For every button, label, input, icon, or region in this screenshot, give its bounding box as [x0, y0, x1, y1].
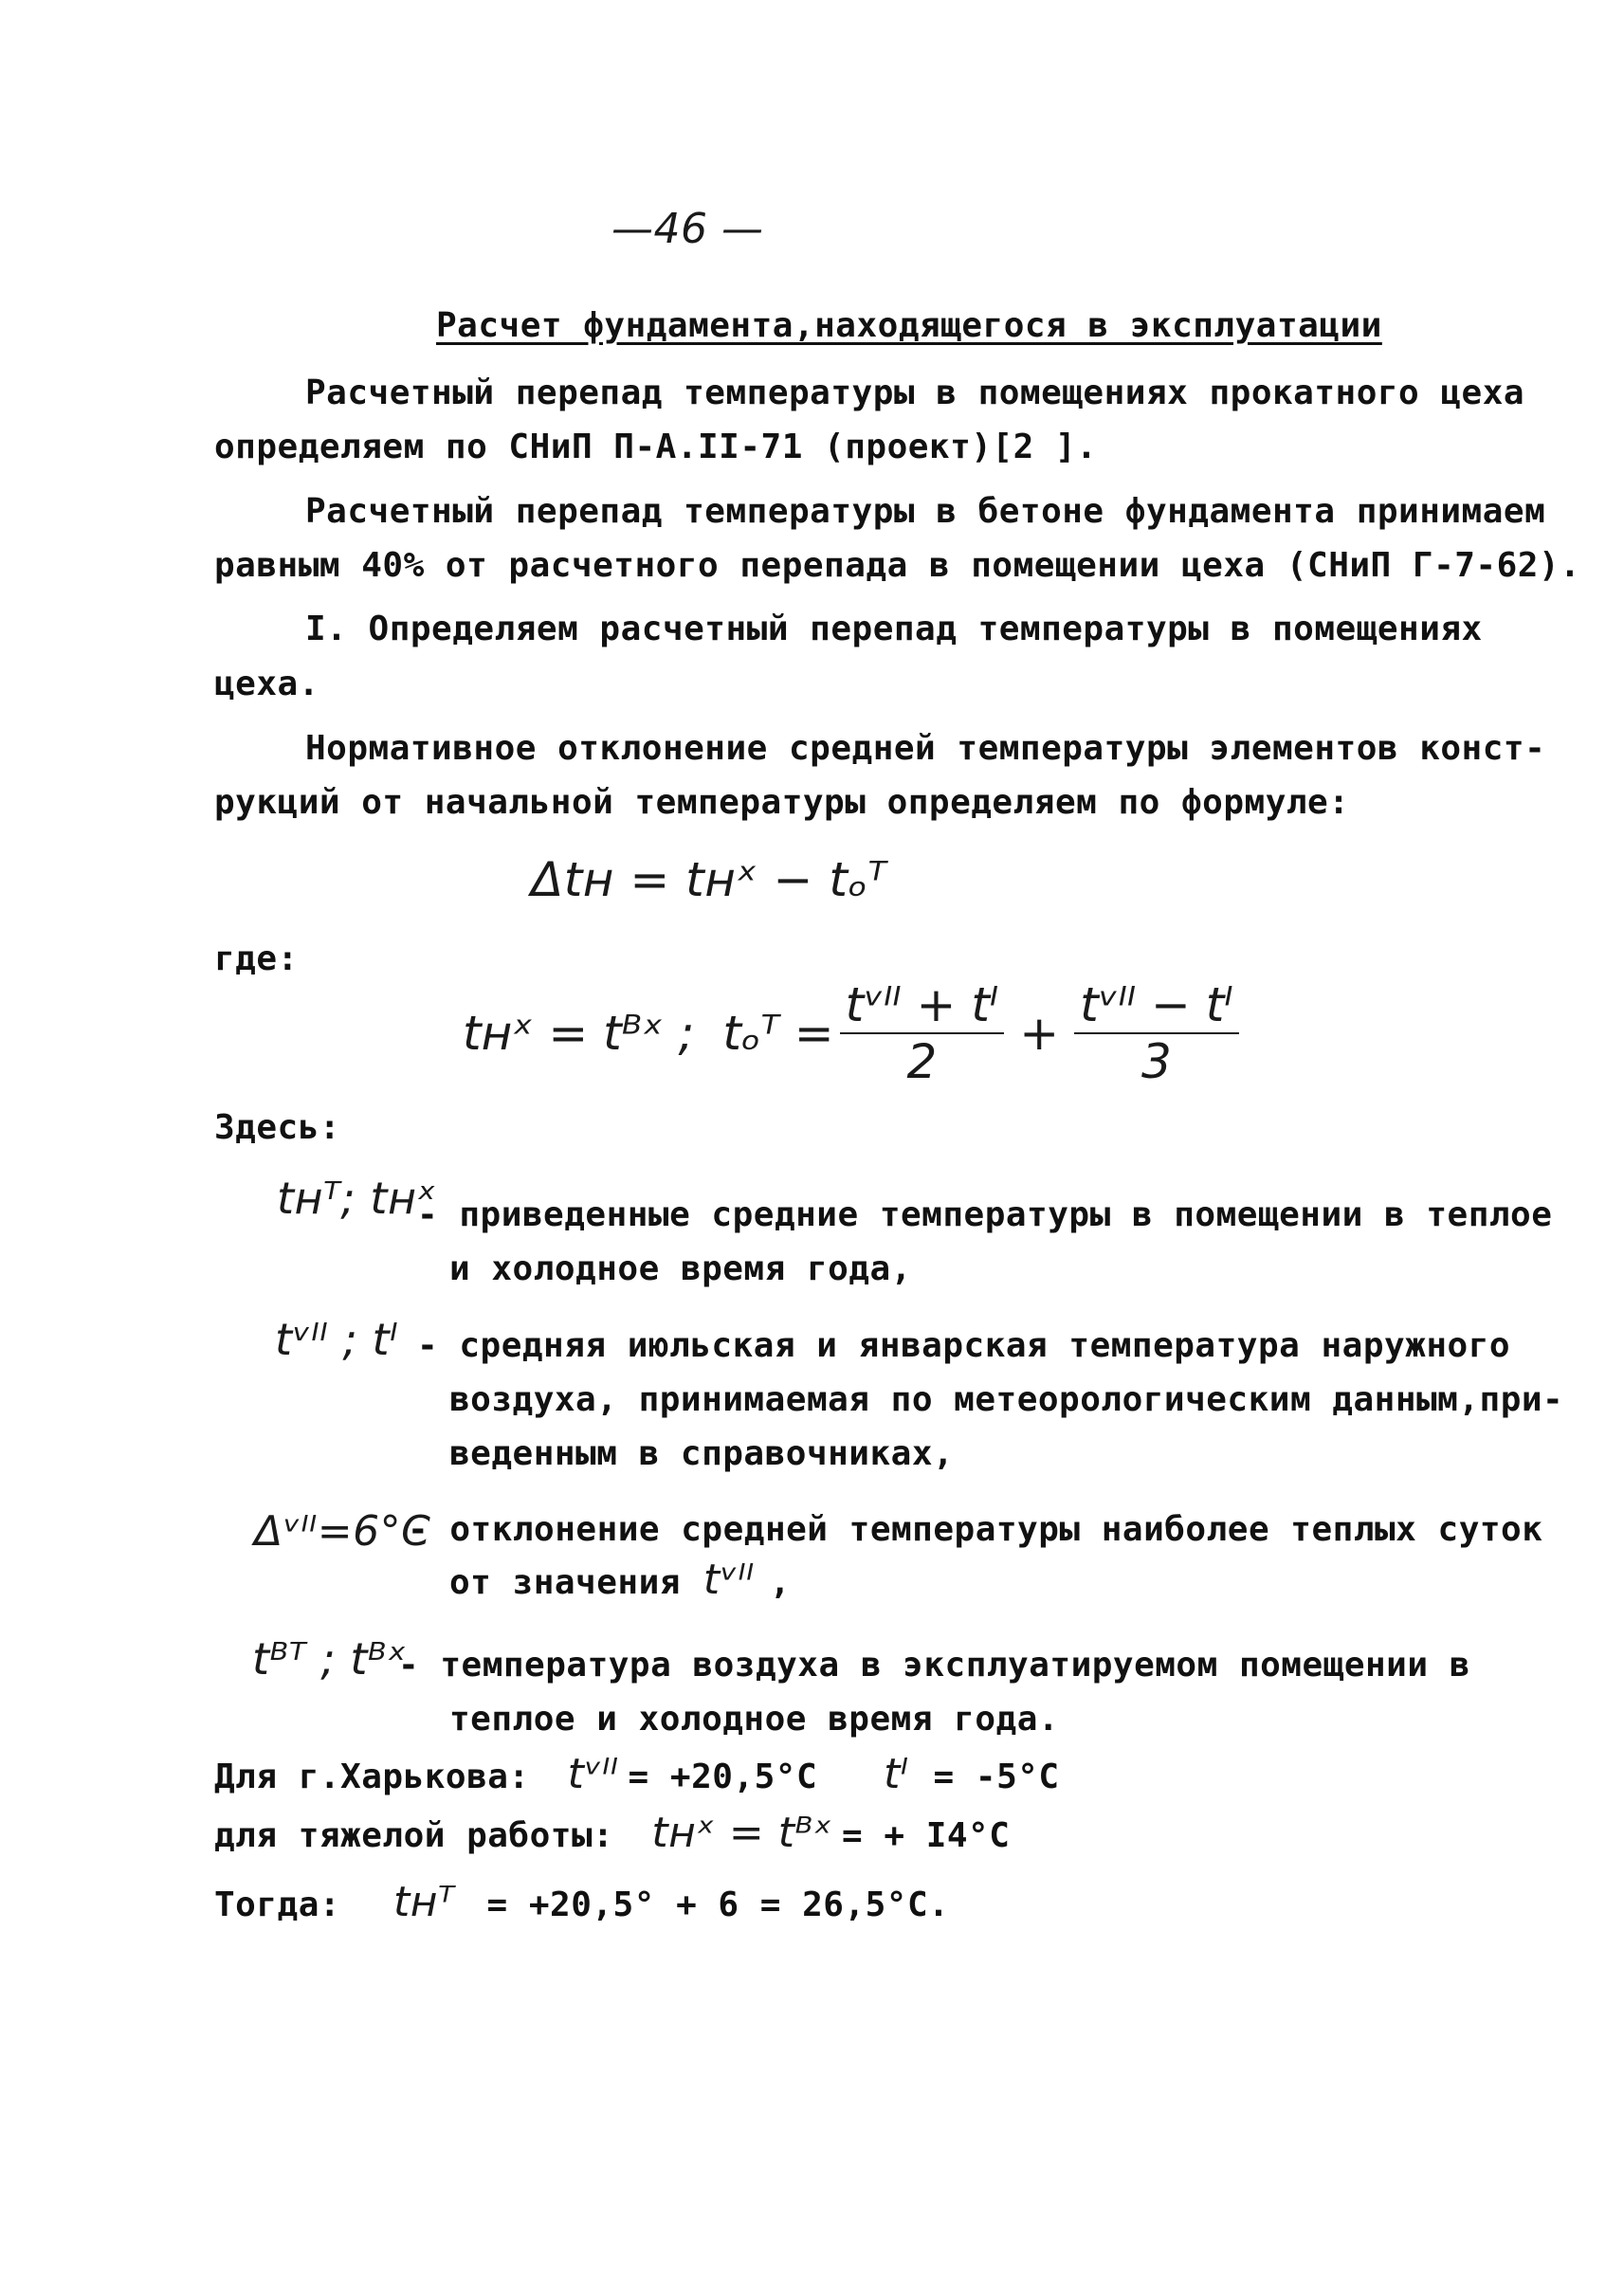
- section-title: Расчет фундамента,находящегося в эксплуатации: [436, 306, 1382, 345]
- heavy-work-value: = + I4°C: [842, 1816, 1011, 1855]
- paragraph-1-line-2: определяем по СНиП П-А.II-71 (проект)[2 ].: [214, 428, 1098, 466]
- definition-2-line-3: веденным в справочниках,: [449, 1434, 955, 1473]
- definition-1-symbol: tнᵀ; tнˣ: [277, 1173, 437, 1224]
- then-line: [214, 1878, 950, 1926]
- here-label: Здесь:: [214, 1108, 341, 1147]
- kharkov-tvii-symbol: tᵛᴵᴵ: [567, 1750, 619, 1798]
- fraction-1-numerator: tᵛᴵᴵ + tᴵ: [845, 977, 999, 1032]
- definition-1-line-2: и холодное время года,: [449, 1249, 912, 1288]
- definition-2-line-2: воздуха, принимаемая по метеорологическим данным,при-: [449, 1380, 1564, 1419]
- formula-2-fraction-2: [1074, 977, 1239, 1089]
- definition-2-line-1: - средняя июльская и январская температура наружного: [417, 1326, 1511, 1365]
- fraction-2-denominator: 3: [1140, 1034, 1172, 1089]
- formula-2-plus: +: [1019, 1006, 1060, 1061]
- formula-2-t0: tₒᵀ =: [722, 1006, 834, 1061]
- then-value: = +20,5° + 6 = 26,5°C.: [486, 1885, 950, 1924]
- heavy-work-formula: tнˣ = tᴮˣ: [651, 1809, 832, 1857]
- paragraph-1-line-1: Расчетный перепад температуры в помещениях прокатного цеха: [305, 373, 1525, 412]
- paragraph-4-line-2: рукций от начальной температуры определяем по формуле:: [214, 783, 1350, 822]
- page-number: —46 —: [611, 205, 764, 253]
- fraction-2-numerator: tᵛᴵᴵ − tᴵ: [1080, 977, 1233, 1032]
- kharkov-ti-symbol: tᴵ: [884, 1750, 909, 1798]
- kharkov-label: Для г.Харькова:: [214, 1758, 530, 1796]
- paragraph-3-line-1: I. Определяем расчетный перепад температуры в помещениях: [305, 610, 1483, 648]
- paragraph-2-line-2: равным 40% от расчетного перепада в помещении цеха (СНиП Г-7-62).: [214, 546, 1581, 585]
- definition-3-line-1: - отклонение средней температуры наиболее теплых суток: [408, 1510, 1543, 1549]
- kharkov-ti-value: = -5°C: [933, 1758, 1060, 1796]
- definition-3-symbol: Δᵛᴵᴵ=6°C: [254, 1507, 431, 1556]
- definition-3-tail-comma: ,: [769, 1563, 792, 1602]
- paragraph-2-line-1: Расчетный перепад температуры в бетоне фундамента принимаем: [305, 492, 1546, 531]
- formula-delta-t: Δtн = tнˣ − tₒᵀ: [531, 852, 887, 907]
- where-label: где:: [214, 939, 299, 978]
- kharkov-line: [214, 1750, 1060, 1798]
- definition-3-line-2: от значения: [449, 1563, 681, 1602]
- paragraph-3-line-2: цеха.: [214, 665, 319, 703]
- fraction-1-denominator: 2: [906, 1034, 938, 1089]
- paragraph-4-line-1: Нормативное отклонение средней температуры элементов конст-: [305, 729, 1546, 768]
- then-label: Тогда:: [214, 1885, 341, 1924]
- then-symbol: tнᵀ: [393, 1878, 455, 1926]
- definition-4-line-1: - температура воздуха в эксплуатируемом помещении в: [398, 1646, 1470, 1685]
- formula-2-fraction-1: [840, 977, 1005, 1089]
- definition-4-line-2: теплое и холодное время года.: [449, 1700, 1060, 1739]
- formula-2-left: tнˣ = tᴮˣ ;: [463, 1006, 695, 1061]
- heavy-work-label: для тяжелой работы:: [214, 1816, 614, 1855]
- definition-3-line-2-wrap: [449, 1556, 792, 1604]
- definition-3-tail-symbol: tᵛᴵᴵ: [703, 1556, 755, 1604]
- kharkov-tvii-value: = +20,5°C: [628, 1758, 818, 1796]
- definition-4-symbol: tᴮᵀ ; tᴮˣ: [252, 1633, 408, 1685]
- heavy-work-line: [214, 1809, 1011, 1857]
- formula-2: [463, 977, 1245, 1089]
- definition-1-line-1: - приведенные средние температуры в помещении в теплое: [417, 1195, 1553, 1234]
- definition-2-symbol: tᵛᴵᴵ ; tᴵ: [275, 1314, 399, 1365]
